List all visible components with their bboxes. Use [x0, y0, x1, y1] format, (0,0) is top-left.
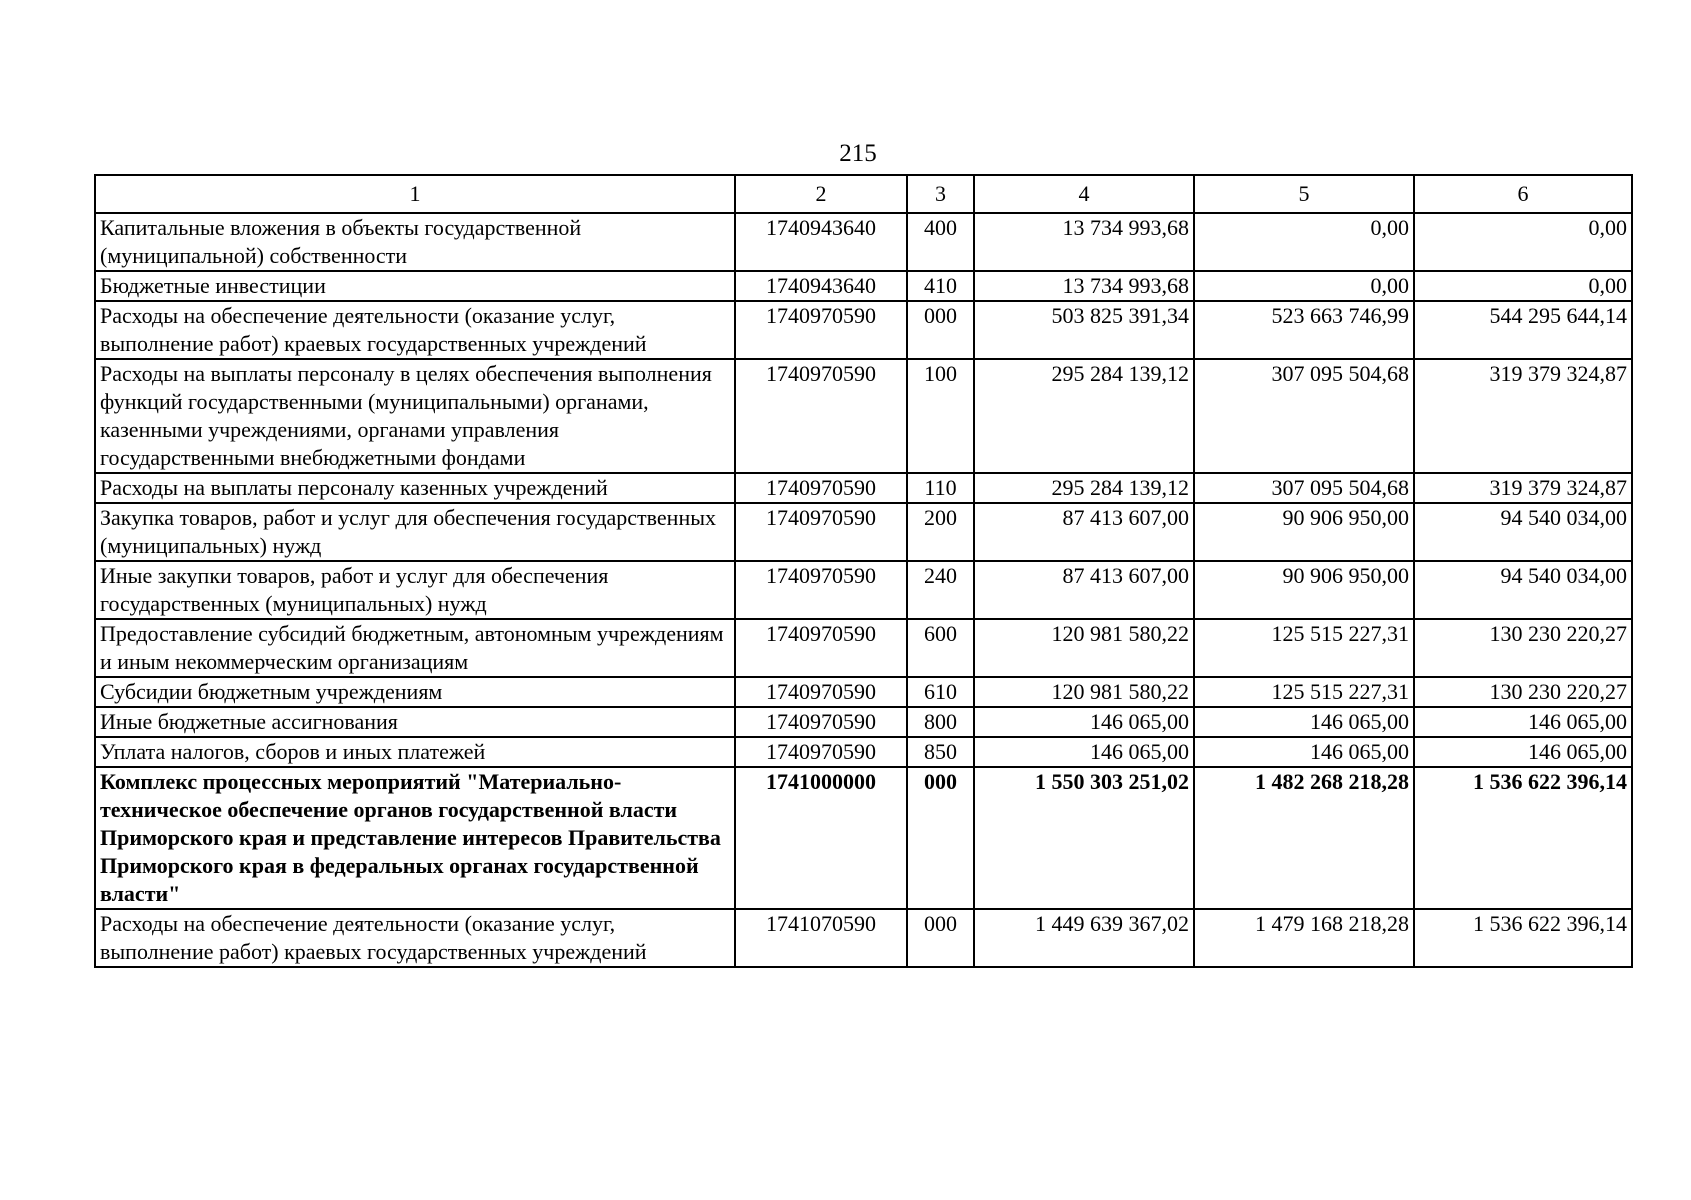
- row-amount-col5: 307 095 504,68: [1194, 359, 1414, 473]
- row-target-code: 1740970590: [735, 619, 907, 677]
- row-target-code: 1740943640: [735, 271, 907, 301]
- row-amount-col5: 0,00: [1194, 213, 1414, 271]
- row-amount-col4: 1 449 639 367,02: [974, 909, 1194, 967]
- column-header-2: 2: [735, 175, 907, 213]
- row-target-code: 1741000000: [735, 767, 907, 909]
- table-row: [95, 271, 1632, 301]
- row-target-code: 1740970590: [735, 677, 907, 707]
- column-header-3: 3: [907, 175, 974, 213]
- table-row: [95, 503, 1632, 561]
- row-name: Расходы на обеспечение деятельности (оказание услуг, выполнение работ) краевых государственных учреждений: [95, 301, 735, 359]
- row-amount-col6: 146 065,00: [1414, 737, 1632, 767]
- row-amount-col4: 13 734 993,68: [974, 213, 1194, 271]
- table-row: [95, 737, 1632, 767]
- row-expense-kind: 000: [907, 301, 974, 359]
- row-name: Расходы на выплаты персоналу в целях обеспечения выполнения функций государственными (муниципальными) органами, казенными учреждениями, органами управления государственными внебюджетными фондами: [95, 359, 735, 473]
- row-expense-kind: 600: [907, 619, 974, 677]
- table-row: [95, 359, 1632, 473]
- row-amount-col4: 295 284 139,12: [974, 473, 1194, 503]
- budget-table: [94, 174, 1633, 968]
- row-expense-kind: 000: [907, 909, 974, 967]
- row-name: Комплекс процессных мероприятий "Материально-техническое обеспечение органов государственной власти Приморского края и представление интересов Правительства Приморского края в федеральных органах государственной власти": [95, 767, 735, 909]
- row-amount-col5: 0,00: [1194, 271, 1414, 301]
- row-expense-kind: 400: [907, 213, 974, 271]
- row-target-code: 1740970590: [735, 503, 907, 561]
- row-amount-col5: 1 482 268 218,28: [1194, 767, 1414, 909]
- row-amount-col4: 1 550 303 251,02: [974, 767, 1194, 909]
- row-expense-kind: 800: [907, 707, 974, 737]
- row-target-code: 1740943640: [735, 213, 907, 271]
- row-target-code: 1740970590: [735, 473, 907, 503]
- row-target-code: 1740970590: [735, 359, 907, 473]
- column-header-4: 4: [974, 175, 1194, 213]
- row-amount-col4: 146 065,00: [974, 707, 1194, 737]
- row-amount-col4: 120 981 580,22: [974, 677, 1194, 707]
- column-header-5: 5: [1194, 175, 1414, 213]
- row-target-code: 1740970590: [735, 737, 907, 767]
- row-amount-col5: 523 663 746,99: [1194, 301, 1414, 359]
- row-amount-col5: 125 515 227,31: [1194, 677, 1414, 707]
- row-amount-col6: 130 230 220,27: [1414, 619, 1632, 677]
- row-amount-col6: 1 536 622 396,14: [1414, 767, 1632, 909]
- row-amount-col5: 125 515 227,31: [1194, 619, 1414, 677]
- row-amount-col6: 146 065,00: [1414, 707, 1632, 737]
- row-target-code: 1741070590: [735, 909, 907, 967]
- row-amount-col5: 146 065,00: [1194, 707, 1414, 737]
- row-amount-col6: 319 379 324,87: [1414, 473, 1632, 503]
- row-expense-kind: 100: [907, 359, 974, 473]
- row-amount-col6: 544 295 644,14: [1414, 301, 1632, 359]
- row-amount-col4: 295 284 139,12: [974, 359, 1194, 473]
- row-name: Предоставление субсидий бюджетным, автономным учреждениям и иным некоммерческим организациям: [95, 619, 735, 677]
- row-name: Субсидии бюджетным учреждениям: [95, 677, 735, 707]
- table-row: [95, 767, 1632, 909]
- table-body: [95, 213, 1632, 967]
- row-expense-kind: 850: [907, 737, 974, 767]
- row-amount-col6: 1 536 622 396,14: [1414, 909, 1632, 967]
- row-amount-col5: 90 906 950,00: [1194, 561, 1414, 619]
- row-expense-kind: 410: [907, 271, 974, 301]
- table-row: [95, 707, 1632, 737]
- row-amount-col6: 319 379 324,87: [1414, 359, 1632, 473]
- row-target-code: 1740970590: [735, 301, 907, 359]
- row-amount-col6: 94 540 034,00: [1414, 561, 1632, 619]
- row-expense-kind: 200: [907, 503, 974, 561]
- row-amount-col5: 307 095 504,68: [1194, 473, 1414, 503]
- row-expense-kind: 610: [907, 677, 974, 707]
- row-amount-col6: 130 230 220,27: [1414, 677, 1632, 707]
- row-name: Закупка товаров, работ и услуг для обеспечения государственных (муниципальных) нужд: [95, 503, 735, 561]
- column-header-6: 6: [1414, 175, 1632, 213]
- table-row: [95, 619, 1632, 677]
- row-amount-col5: 146 065,00: [1194, 737, 1414, 767]
- table-row: [95, 301, 1632, 359]
- row-name: Иные закупки товаров, работ и услуг для обеспечения государственных (муниципальных) нужд: [95, 561, 735, 619]
- row-amount-col4: 120 981 580,22: [974, 619, 1194, 677]
- row-expense-kind: 240: [907, 561, 974, 619]
- row-name: Уплата налогов, сборов и иных платежей: [95, 737, 735, 767]
- row-expense-kind: 110: [907, 473, 974, 503]
- row-expense-kind: 000: [907, 767, 974, 909]
- table-header-row: [95, 175, 1632, 213]
- row-amount-col4: 503 825 391,34: [974, 301, 1194, 359]
- row-amount-col5: 90 906 950,00: [1194, 503, 1414, 561]
- row-name: Капитальные вложения в объекты государственной (муниципальной) собственности: [95, 213, 735, 271]
- row-name: Расходы на выплаты персоналу казенных учреждений: [95, 473, 735, 503]
- row-name: Бюджетные инвестиции: [95, 271, 735, 301]
- row-name: Расходы на обеспечение деятельности (оказание услуг, выполнение работ) краевых государственных учреждений: [95, 909, 735, 967]
- row-amount-col4: 87 413 607,00: [974, 503, 1194, 561]
- row-amount-col6: 94 540 034,00: [1414, 503, 1632, 561]
- row-amount-col6: 0,00: [1414, 213, 1632, 271]
- row-amount-col4: 146 065,00: [974, 737, 1194, 767]
- column-header-1: 1: [95, 175, 735, 213]
- row-target-code: 1740970590: [735, 561, 907, 619]
- table-row: [95, 561, 1632, 619]
- page-number: 215: [839, 140, 877, 167]
- row-amount-col4: 87 413 607,00: [974, 561, 1194, 619]
- row-amount-col5: 1 479 168 218,28: [1194, 909, 1414, 967]
- row-amount-col4: 13 734 993,68: [974, 271, 1194, 301]
- table-row: [95, 473, 1632, 503]
- row-target-code: 1740970590: [735, 707, 907, 737]
- row-name: Иные бюджетные ассигнования: [95, 707, 735, 737]
- table-row: [95, 213, 1632, 271]
- table-row: [95, 909, 1632, 967]
- table-row: [95, 677, 1632, 707]
- row-amount-col6: 0,00: [1414, 271, 1632, 301]
